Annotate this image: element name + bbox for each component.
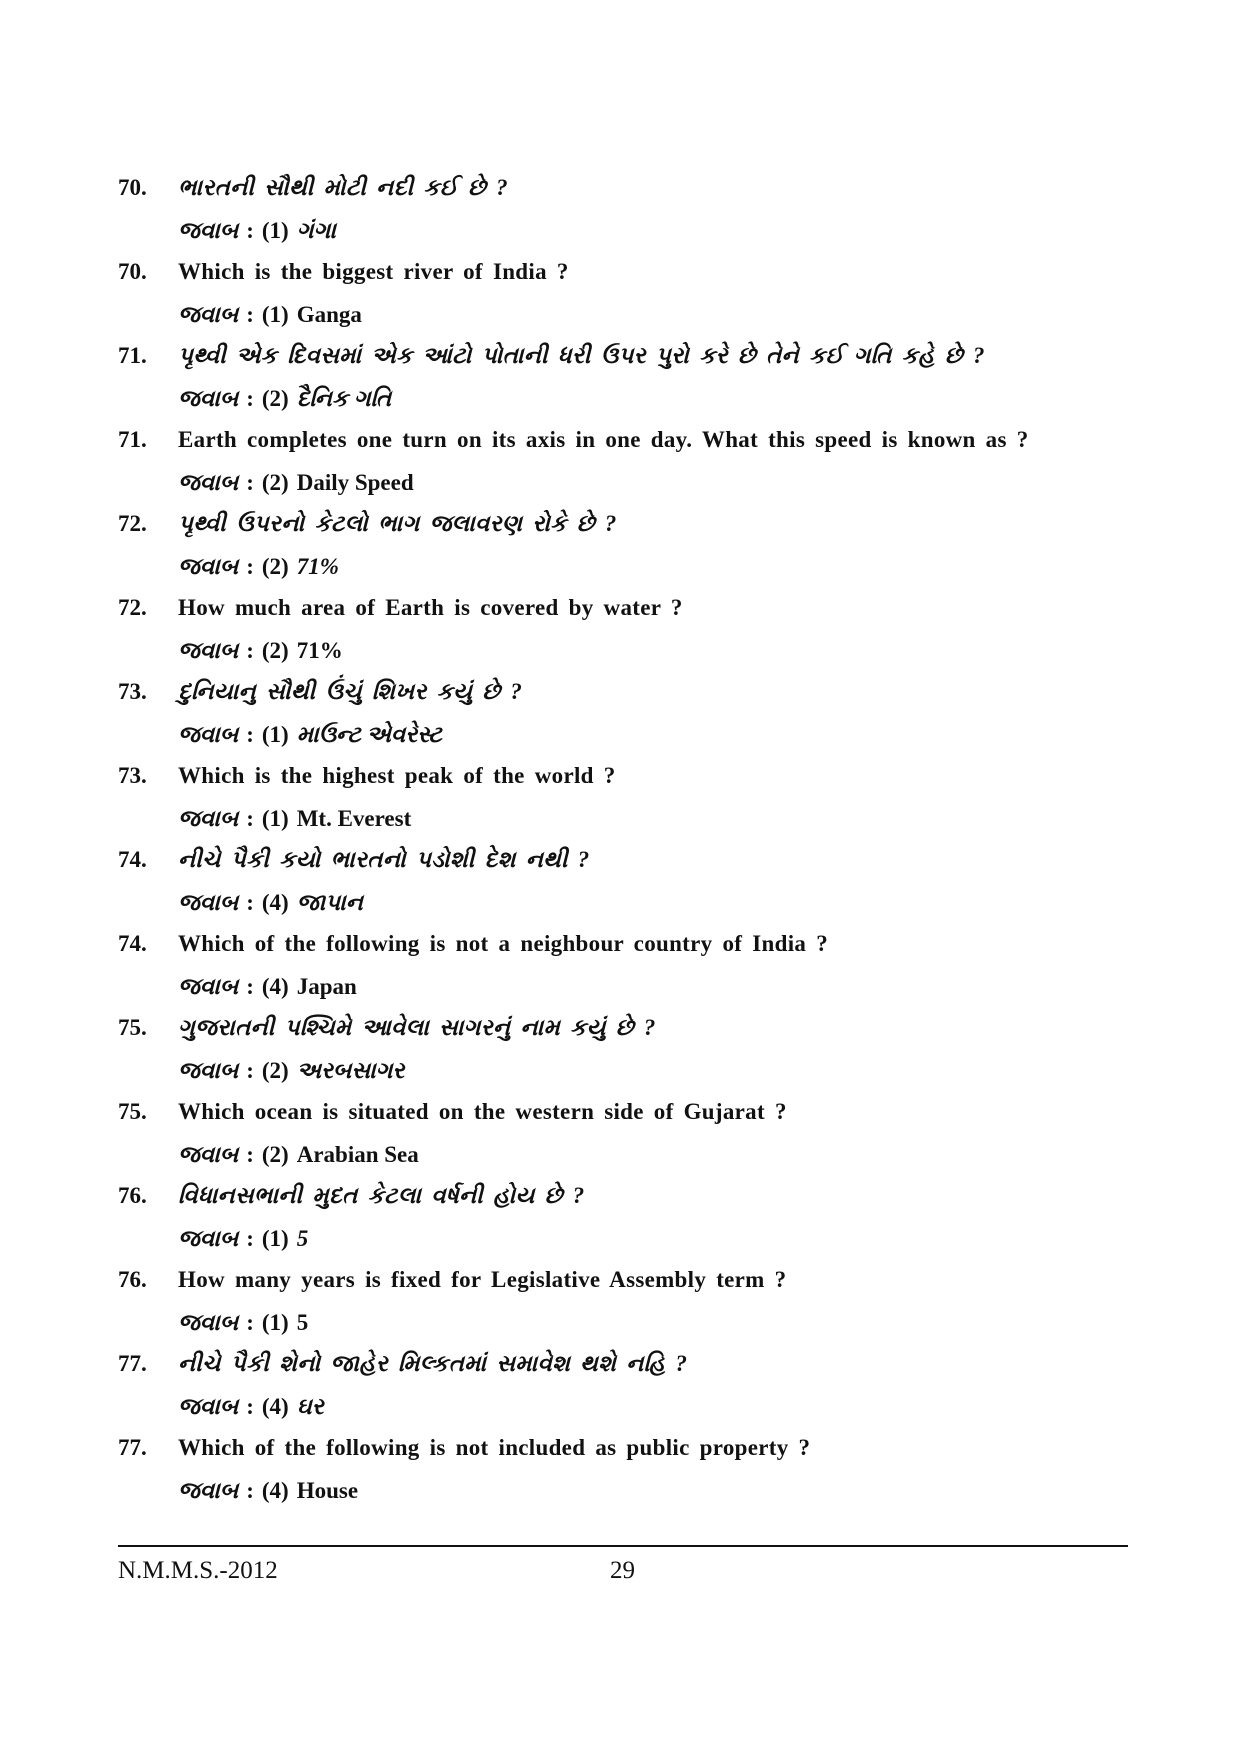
- answer-row: [118, 1310, 1128, 1351]
- answer-text: ગંગા: [296, 218, 336, 243]
- answer-label: જવાબ: [178, 974, 239, 999]
- answer-text: Ganga: [296, 302, 362, 327]
- answer-text: જાપાન: [296, 890, 363, 915]
- answer-colon: :: [246, 806, 254, 831]
- answer-row: [118, 722, 1128, 763]
- answer-colon: :: [246, 1310, 254, 1335]
- answer-label: જવાબ: [178, 1142, 239, 1167]
- question-row: [118, 847, 1128, 890]
- question-row: [118, 595, 1128, 638]
- answer-label: જવાબ: [178, 806, 239, 831]
- answer-row: [118, 1478, 1128, 1519]
- question-number: 72.: [118, 595, 147, 620]
- question-number: 72.: [118, 511, 147, 536]
- question-number: 73.: [118, 763, 147, 788]
- answer-row: [118, 218, 1128, 259]
- answer-colon: :: [246, 1226, 254, 1251]
- answer-row: [118, 470, 1128, 511]
- answer-row: [118, 890, 1128, 931]
- answer-option: (1): [261, 806, 289, 831]
- question-text: પૃથ્વી એક દિવસમાં એક આંટો પોતાની ધરી ઉપર પુરો કરે છે તેને કઈ ગતિ કહે છે ?: [178, 343, 985, 368]
- answer-option: (4): [261, 974, 289, 999]
- question-text: નીચે પૈકી કયો ભારતનો પડોશી દેશ નથી ?: [178, 847, 590, 872]
- question-text: Which of the following is not a neighbour country of India ?: [178, 931, 829, 956]
- answer-colon: :: [246, 1142, 254, 1167]
- answer-option: (2): [261, 470, 289, 495]
- answer-option: (1): [261, 302, 289, 327]
- question-text: ભારતની સૌથી મોટી નદી કઈ છે ?: [178, 175, 508, 200]
- question-text: Earth completes one turn on its axis in one day. What this speed is known as ?: [178, 427, 1029, 452]
- question-row: [118, 259, 1128, 302]
- answer-text: દૈનિક ગતિ: [296, 386, 392, 411]
- question-number: 71.: [118, 427, 147, 452]
- question-text: ગુજરાતની પશ્ચિમે આવેલા સાગરનું નામ કયું છે ?: [178, 1015, 656, 1040]
- answer-text: માઉન્ટ એવરેસ્ટ: [296, 722, 442, 747]
- answer-text: 5: [296, 1310, 309, 1335]
- question-row: [118, 763, 1128, 806]
- answer-colon: :: [246, 302, 254, 327]
- question-number: 77.: [118, 1435, 147, 1460]
- answer-colon: :: [246, 1394, 254, 1419]
- answer-colon: :: [246, 554, 254, 579]
- question-text: નીચે પૈકી શેનો જાહેર મિલ્કતમાં સમાવેશ થશે નહિ ?: [178, 1351, 688, 1376]
- question-number: 73.: [118, 679, 147, 704]
- question-row: [118, 1015, 1128, 1058]
- answer-row: [118, 806, 1128, 847]
- answer-text: House: [296, 1478, 359, 1503]
- question-number: 70.: [118, 175, 147, 200]
- answer-label: જવાબ: [178, 1226, 239, 1251]
- answer-label: જવાબ: [178, 1394, 239, 1419]
- answer-label: જવાબ: [178, 890, 239, 915]
- question-text: પૃથ્વી ઉપરનો કેટલો ભાગ જલાવરણ રોકે છે ?: [178, 511, 617, 536]
- answer-text: Japan: [296, 974, 357, 999]
- answer-option: (2): [261, 1058, 289, 1083]
- answer-colon: :: [246, 1058, 254, 1083]
- answer-row: [118, 1394, 1128, 1435]
- question-row: [118, 1351, 1128, 1394]
- question-row: [118, 1435, 1128, 1478]
- answer-text: ઘર: [296, 1394, 324, 1419]
- answer-row: [118, 386, 1128, 427]
- answer-label: જવાબ: [178, 218, 239, 243]
- answer-option: (1): [261, 218, 289, 243]
- answer-text: અરબસાગર: [296, 1058, 405, 1083]
- answer-text: Arabian Sea: [296, 1142, 419, 1167]
- answer-colon: :: [246, 638, 254, 663]
- answer-option: (2): [261, 1142, 289, 1167]
- answer-text: 5: [296, 1226, 309, 1251]
- question-number: 76.: [118, 1267, 147, 1292]
- answer-label: જવાબ: [178, 470, 239, 495]
- answer-label: જવાબ: [178, 554, 239, 579]
- question-text: How much area of Earth is covered by water ?: [178, 595, 683, 620]
- question-row: [118, 1099, 1128, 1142]
- answer-colon: :: [246, 386, 254, 411]
- answer-colon: :: [246, 470, 254, 495]
- answer-label: જવાબ: [178, 302, 239, 327]
- question-row: [118, 1183, 1128, 1226]
- question-text: Which of the following is not included as public property ?: [178, 1435, 811, 1460]
- question-row: [118, 931, 1128, 974]
- question-list: [118, 175, 1128, 1519]
- answer-row: [118, 1226, 1128, 1267]
- answer-label: જવાબ: [178, 1310, 239, 1335]
- question-row: [118, 175, 1128, 218]
- answer-row: [118, 1058, 1128, 1099]
- answer-colon: :: [246, 974, 254, 999]
- answer-option: (2): [261, 554, 289, 579]
- answer-option: (1): [261, 722, 289, 747]
- answer-option: (1): [261, 1310, 289, 1335]
- answer-label: જવાબ: [178, 1478, 239, 1503]
- question-number: 74.: [118, 931, 147, 956]
- answer-label: જવાબ: [178, 1058, 239, 1083]
- answer-text: Mt. Everest: [296, 806, 412, 831]
- question-number: 76.: [118, 1183, 147, 1208]
- question-number: 74.: [118, 847, 147, 872]
- answer-row: [118, 974, 1128, 1015]
- answer-row: [118, 1142, 1128, 1183]
- answer-option: (1): [261, 1226, 289, 1251]
- footer-divider: [118, 1545, 1128, 1547]
- answer-option: (2): [261, 638, 289, 663]
- answer-text: Daily Speed: [296, 470, 414, 495]
- question-number: 71.: [118, 343, 147, 368]
- answer-colon: :: [246, 1478, 254, 1503]
- answer-option: (2): [261, 386, 289, 411]
- question-number: 77.: [118, 1351, 147, 1376]
- answer-label: જવાબ: [178, 386, 239, 411]
- answer-colon: :: [246, 722, 254, 747]
- answer-row: [118, 638, 1128, 679]
- answer-text: 71%: [296, 554, 339, 579]
- answer-label: જવાબ: [178, 722, 239, 747]
- question-row: [118, 679, 1128, 722]
- question-text: Which ocean is situated on the western side of Gujarat ?: [178, 1099, 787, 1124]
- answer-option: (4): [261, 1394, 289, 1419]
- answer-option: (4): [261, 1478, 289, 1503]
- question-text: Which is the biggest river of India ?: [178, 259, 569, 284]
- answer-colon: :: [246, 890, 254, 915]
- question-text: વિધાનસભાની મુદત કેટલા વર્ષની હોય છે ?: [178, 1183, 585, 1208]
- answer-option: (4): [261, 890, 289, 915]
- answer-row: [118, 302, 1128, 343]
- question-number: 75.: [118, 1015, 147, 1040]
- page-number: 29: [610, 1557, 635, 1584]
- answer-row: [118, 554, 1128, 595]
- question-row: [118, 511, 1128, 554]
- question-row: [118, 343, 1128, 386]
- answer-colon: :: [246, 218, 254, 243]
- question-text: દુનિયાનુ સૌથી ઉંચું શિખર કયું છે ?: [178, 679, 523, 704]
- answer-label: જવાબ: [178, 638, 239, 663]
- question-text: How many years is fixed for Legislative Assembly term ?: [178, 1267, 787, 1292]
- question-number: 70.: [118, 259, 147, 284]
- answer-text: 71%: [296, 638, 343, 663]
- question-number: 75.: [118, 1099, 147, 1124]
- question-row: [118, 1267, 1128, 1310]
- footer-exam-name: N.M.M.S.-2012: [118, 1557, 278, 1584]
- question-text: Which is the highest peak of the world ?: [178, 763, 616, 788]
- question-row: [118, 427, 1128, 470]
